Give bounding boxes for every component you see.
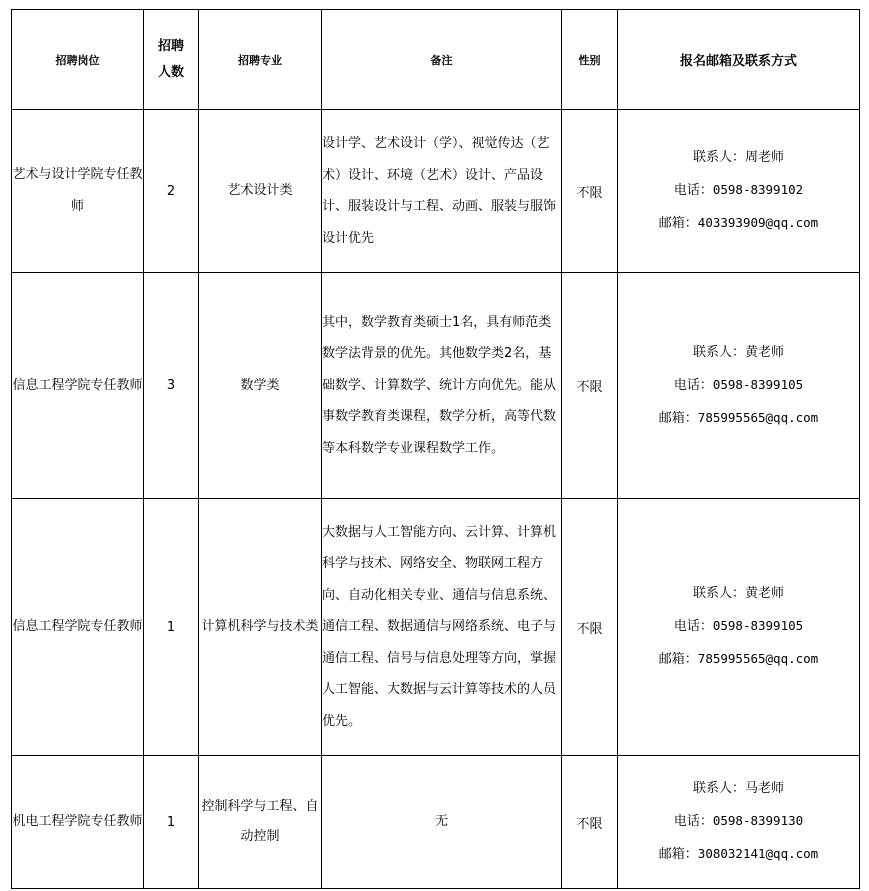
phone-label: 电话： [673, 814, 713, 829]
phone-label: 电话： [673, 619, 713, 634]
major-cell: 计算机科学与技术类 [199, 499, 322, 756]
notes-cell: 大数据与人工智能方向、云计算、计算机科学与技术、网络安全、物联网工程方向、自动化相关专业、通信与信息系统、通信工程、数据通信与网络系统、电子与通信工程、信号与信息处理等方向，掌握人工智能、大数据与云计算等技术的人员优先。 [322, 499, 562, 756]
header-contact: 报名邮箱及联系方式 [618, 10, 860, 110]
notes-cell: 其中，数学教育类硕士1名，具有师范类数学法背景的优先。其他数学类2名，基础数学、计算数学、统计方向优先。能从事数学教育类课程，数学分析，高等代数等本科数学专业课程数学工作。 [322, 273, 562, 499]
phone-number: 0598-8399105 [712, 618, 804, 633]
position-cell: 信息工程学院专任教师 [12, 273, 144, 499]
header-notes: 备注 [322, 10, 562, 110]
contact-phone-line [618, 174, 859, 207]
table-row [12, 756, 860, 889]
contact-cell [618, 110, 860, 273]
header-count-line1: 招聘 [157, 38, 184, 54]
email-address: 403393909@qq.com [697, 215, 819, 230]
gender-cell: 不限 [562, 756, 618, 889]
email-label: 邮箱： [658, 216, 698, 231]
table-row [12, 499, 860, 756]
phone-label: 电话： [673, 183, 713, 198]
header-position: 招聘岗位 [12, 10, 144, 110]
contact-email-line [618, 838, 859, 871]
gender-cell: 不限 [562, 499, 618, 756]
email-label: 邮箱： [658, 847, 698, 862]
header-row [12, 10, 860, 110]
email-label: 邮箱： [658, 652, 698, 667]
email-address: 785995565@qq.com [697, 651, 819, 666]
contact-cell [618, 499, 860, 756]
recruitment-table [11, 9, 860, 889]
contact-phone-line [618, 369, 859, 402]
email-address: 785995565@qq.com [697, 409, 819, 425]
notes-cell: 设计学、艺术设计（学）、视觉传达（艺术）设计、环境（艺术）设计、产品设计、服装设计与工程、动画、服装与服饰设计优先 [322, 110, 562, 273]
table-row [12, 110, 860, 273]
header-gender: 性别 [562, 10, 618, 110]
header-count [144, 10, 199, 110]
notes-cell: 无 [322, 756, 562, 889]
gender-cell: 不限 [562, 273, 618, 499]
contact-cell [618, 756, 860, 889]
position-cell: 机电工程学院专任教师 [12, 756, 144, 889]
contact-email-line [618, 402, 859, 435]
major-cell: 数学类 [199, 273, 322, 499]
phone-number: 0598-8399105 [712, 376, 804, 392]
phone-label: 电话： [673, 377, 713, 393]
email-label: 邮箱： [658, 410, 698, 426]
contact-person: 联系人：马老师 [692, 781, 784, 796]
contact-person: 联系人：黄老师 [692, 586, 784, 601]
contact-email-line [618, 207, 859, 240]
contact-person: 联系人：黄老师 [692, 344, 784, 360]
contact-cell [618, 273, 860, 499]
contact-phone-line [618, 610, 859, 643]
phone-number: 0598-8399102 [712, 182, 804, 197]
major-cell: 控制科学与工程、自动控制 [199, 756, 322, 889]
position-cell: 艺术与设计学院专任教师 [12, 110, 144, 273]
contact-person: 联系人：周老师 [692, 150, 784, 165]
count-cell: 3 [144, 273, 199, 499]
header-major: 招聘专业 [199, 10, 322, 110]
table-row [12, 273, 860, 499]
count-cell: 2 [144, 110, 199, 273]
major-cell: 艺术设计类 [199, 110, 322, 273]
count-cell: 1 [144, 499, 199, 756]
count-cell: 1 [144, 756, 199, 889]
position-cell: 信息工程学院专任教师 [12, 499, 144, 756]
header-count-line2: 人数 [157, 64, 184, 80]
contact-phone-line [618, 805, 859, 838]
phone-number: 0598-8399130 [712, 813, 804, 828]
gender-cell: 不限 [562, 110, 618, 273]
contact-email-line [618, 643, 859, 676]
email-address: 308032141@qq.com [697, 846, 819, 861]
